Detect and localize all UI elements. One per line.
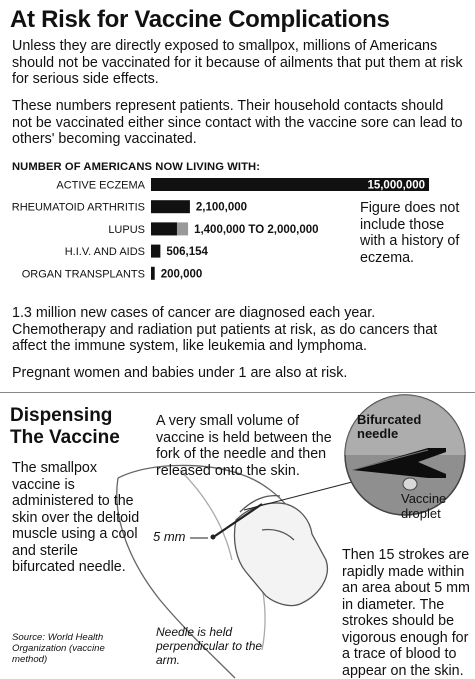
volume-text: A very small volume of vaccine is held between the fork of the needle and then released onto the skin. xyxy=(156,413,332,479)
category-label: ORGAN TRANSPLANTS xyxy=(21,268,145,281)
bifurcated-needle-label xyxy=(357,413,421,441)
value-label: 1,400,000 TO 2,000,000 xyxy=(194,223,319,236)
chart-note: Figure does not include those with a history of eczema. xyxy=(360,200,460,266)
bifurcated-label-line-2: needle xyxy=(357,426,399,441)
category-label: ACTIVE ECZEMA xyxy=(56,179,145,192)
section-title-line-1: Dispensing xyxy=(10,405,113,426)
droplet-label-line-2: droplet xyxy=(401,506,441,521)
cancer-paragraph: 1.3 million new cases of cancer are diagnosed each year. Chemotherapy and radiation put patients at risk, as do cancers that affect the immune system, like leukemia and lymphoma. xyxy=(12,305,438,354)
bifurcated-label-line-1: Bifurcated xyxy=(357,412,422,427)
pregnant-paragraph: Pregnant women and babies under 1 are also at risk. xyxy=(12,365,348,381)
source-note: Source: World Health Organization (vaccine method) xyxy=(12,632,105,665)
injection-point xyxy=(211,535,216,540)
administration-text: The smallpox vaccine is administered to the skin over the deltoid muscle using a cool and sterile bifurcated needle. xyxy=(12,460,140,575)
bar xyxy=(151,222,177,235)
value-label: 506,154 xyxy=(166,246,208,259)
perpendicular-caption: Needle is held perpendicular to the arm. xyxy=(156,625,263,667)
section-title xyxy=(10,405,120,449)
value-label: 200,000 xyxy=(160,268,203,281)
value-label: 15,000,000 xyxy=(367,179,425,192)
category-label: RHEUMATOID ARTHRITIS xyxy=(11,201,145,214)
bar xyxy=(151,245,160,258)
page-title: At Risk for Vaccine Complications xyxy=(10,6,390,33)
measure-label: 5 mm xyxy=(153,529,186,544)
category-label: LUPUS xyxy=(108,223,145,236)
intro-paragraph: Unless they are directly exposed to smallpox, millions of Americans should not be vaccinated for it because of ailments that put them at risk for serious side effects. xyxy=(12,38,463,87)
bar xyxy=(151,200,190,213)
strokes-text: Then 15 strokes are rapidly made within an area about 5 mm in diameter. The strokes should be vigorous enough for a trace of blood to appear on the skin. xyxy=(342,547,470,679)
bar xyxy=(151,267,155,280)
value-label: 2,100,000 xyxy=(195,201,248,214)
droplet-label-line-1: Vaccine xyxy=(401,491,447,506)
chart-title: NUMBER OF AMERICANS NOW LIVING WITH: xyxy=(12,161,261,173)
section-title-line-2: The Vaccine xyxy=(10,427,120,448)
contacts-paragraph: These numbers represent patients. Their household contacts should not be vaccinated either since contact with the vaccine sore can lead to others' becoming vaccinated. xyxy=(12,98,463,147)
category-label: H.I.V. AND AIDS xyxy=(64,246,145,259)
callout-line xyxy=(244,482,352,510)
vaccine-droplet-label xyxy=(401,491,446,521)
